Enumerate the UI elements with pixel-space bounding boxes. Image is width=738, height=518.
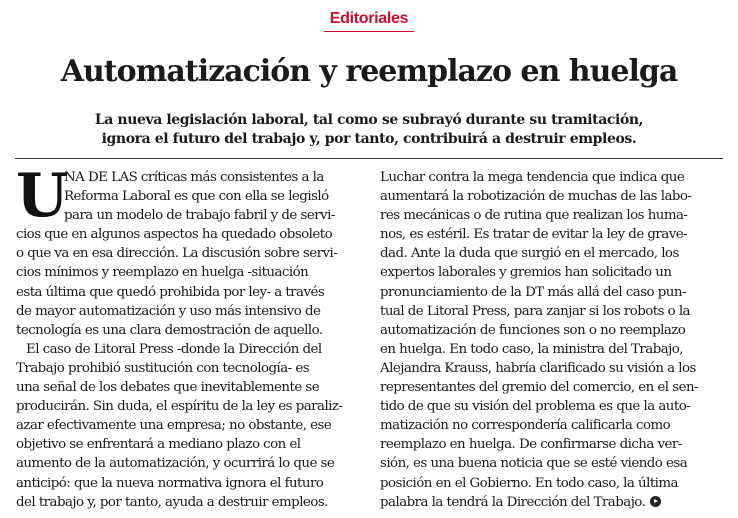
text-line: nos, es estéril. Es tratar de evitar la ley de grave- <box>380 227 688 243</box>
text-line: en huelga. En todo caso, la ministra del Trabajo, <box>380 341 683 357</box>
text-line: Alejandra Krauss, habría clarificado su visión a los <box>380 360 696 376</box>
text-line: reemplazo en huelga. De confirmarse dicha ver- <box>380 437 682 453</box>
text-line: Trabajo prohibió sustitución con tecnología- es <box>16 360 310 376</box>
text-line: pronunciamiento de la DT más allá del caso pun- <box>380 284 686 300</box>
text-line: cios que en algunos aspectos ha quedado obsoleto <box>16 227 333 243</box>
end-mark-icon <box>650 496 661 507</box>
text-line: objetivo se enfrentará a mediano plazo con el <box>16 437 301 453</box>
deck-line: ignora el futuro del trabajo y, por tanto, contribuirá a destruir empleos. <box>101 131 637 147</box>
text-line: aumento de la automatización, y ocurrirá lo que se <box>16 456 335 472</box>
body-paragraph-3 <box>380 168 725 512</box>
text-line: aumentará la robotización de muchas de las labo- <box>380 189 692 205</box>
section-label[interactable]: Editoriales <box>324 10 415 32</box>
text-line: anticipó: que la nueva normativa ignora el futuro <box>16 475 324 491</box>
text-line-content: palabra la tendrá la Dirección del Trabajo. <box>380 494 646 510</box>
text-line: Reforma Laboral es que con ella se legisló <box>64 189 329 205</box>
text-line: NA DE LAS críticas más consistentes a la <box>64 170 324 185</box>
text-line: Luchar contra la mega tendencia que indica que <box>380 170 685 185</box>
drop-cap: U <box>16 161 68 231</box>
section-header <box>0 8 738 32</box>
text-line: del trabajo y, por tanto, ayuda a destruir empleos. <box>16 494 328 510</box>
text-line-last <box>380 493 725 512</box>
text-line: representantes del gremio del comercio, en el sen- <box>380 380 698 396</box>
body-paragraph-2 <box>16 340 366 512</box>
text-line: res mecánicas o de rutina que realizan los huma- <box>380 208 688 224</box>
text-line: automatización de funciones son o no reemplazo <box>380 322 686 338</box>
text-line: dad. Ante la duda que surgió en el mercado, los <box>380 246 679 262</box>
text-line: azar efectivamente una empresa; no obstante, ese <box>16 418 332 434</box>
deck <box>60 111 678 149</box>
deck-line: La nueva legislación laboral, tal como se subrayó durante su tramitación, <box>94 112 644 128</box>
text-line: tido de que su visión del problema es que la auto- <box>380 399 691 415</box>
text-line: una señal de los debates que inevitablemente se <box>16 380 320 396</box>
divider-rule <box>15 158 723 159</box>
text-line: El caso de Litoral Press -donde la Dirección del <box>26 341 322 357</box>
body-column-right <box>380 168 725 512</box>
text-line: esta última que quedó prohibida por ley- a través <box>16 284 325 300</box>
body-paragraph-1 <box>16 161 366 340</box>
body-column-left <box>16 161 366 512</box>
text-line: o que va en esa dirección. La discusión sobre servi- <box>16 246 338 262</box>
text-line: tecnología es una clara demostración de aquello. <box>16 322 323 338</box>
headline: Automatización y reemplazo en huelga <box>60 54 678 89</box>
text-line: para un modelo de trabajo fabril y de servi- <box>64 208 335 224</box>
text-line: de mayor automatización y uso más intensivo de <box>16 303 321 319</box>
text-line: tual de Litoral Press, para zanjar si los robots o la <box>380 303 690 319</box>
text-line: matización no correspondería calificarla como <box>380 418 671 434</box>
text-line: cios mínimos y reemplazo en huelga -situación <box>16 265 309 281</box>
text-line: posición en el Gobierno. En todo caso, la última <box>380 475 678 491</box>
text-line: producirán. Sin duda, el espíritu de la ley es paraliz- <box>16 399 343 415</box>
text-line: sión, es una buena noticia que se esté viendo esa <box>380 456 688 472</box>
text-line: expertos laborales y gremios han solicitado un <box>380 265 672 281</box>
